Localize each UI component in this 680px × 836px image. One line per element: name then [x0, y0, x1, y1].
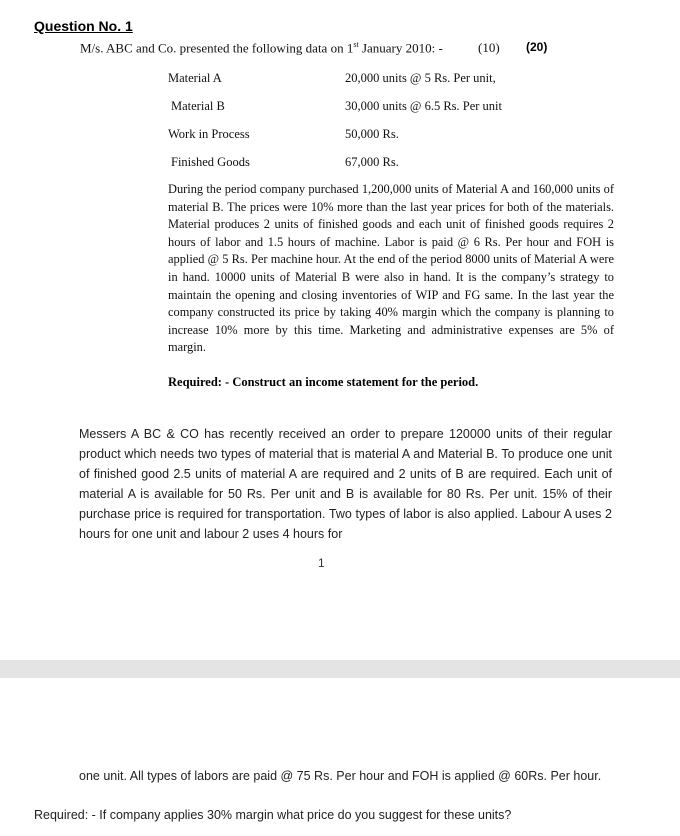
marks-label-10: (10) [478, 40, 500, 55]
required-one: Required: - Construct an income statement for the period. [168, 375, 479, 389]
question-title: Question No. 1 [34, 18, 133, 34]
intro-text: M/s. ABC and Co. presented the following data on 1 [80, 40, 354, 56]
question-intro [80, 40, 443, 56]
page-separator [0, 660, 680, 678]
paragraph-continuation: one unit. All types of labors are paid @ 75 Rs. Per hour and FOH is applied @ 60Rs. Per hour. [79, 769, 602, 783]
inventory-name-material-a: Material A [168, 71, 222, 85]
inventory-value-finished-goods: 67,000 Rs. [345, 155, 399, 169]
document-page-2 [0, 678, 680, 836]
page-number: 1 [318, 556, 325, 570]
paragraph-two: Messers A BC & CO has recently received an order to prepare 120000 units of their regular product which needs two types of material that is material A and Material B. To produce one unit of finished good 2.5 units of material A are required and 2 units of B are required. Each unit of material A is available for 50 Rs. Per unit and B is available for 80 Rs. Per unit. 15% of their purchase price is required for transportation. Two types of labor is also applied. Labour A uses 2 hours for one unit and labour 2 uses 4 hours for [79, 427, 612, 541]
marks-label-20: (20) [526, 40, 548, 54]
inventory-name-material-b: Material B [171, 99, 225, 113]
intro-superscript: st [353, 40, 359, 49]
inventory-value-material-b: 30,000 units @ 6.5 Rs. Per unit [345, 99, 503, 113]
paragraph-one: During the period company purchased 1,200,000 units of Material A and 160,000 units of material B. The prices were 10% more than the last year prices for both of the materials. Material produces 2 units of finished goods and each unit of finished goods requires 2 hours of labor and 1.5 hours of machine. Labor is paid @ 6 Rs. Per hour and FOH is applied @ 5 Rs. Per machine hour. At the end of the period 8000 units of Material A were in hand. 10000 units of Material B were also in hand. It is the company’s strategy to maintain the opening and closing inventories of WIP and FG same. In the last year the company constructed its price by taking 40% margin which the company is planning to increase 10% more by this time. Marketing and administrative expenses are 5% of margin. [168, 182, 614, 355]
inventory-value-material-a: 20,000 units @ 5 Rs. Per unit, [345, 71, 496, 85]
required-two: Required: - If company applies 30% margin what price do you suggest for these units? [34, 808, 512, 822]
inventory-value-wip: 50,000 Rs. [345, 127, 399, 141]
inventory-name-finished-goods: Finished Goods [171, 155, 250, 169]
inventory-name-wip: Work in Process [168, 127, 250, 141]
intro-text-end: January 2010: - [358, 40, 443, 56]
